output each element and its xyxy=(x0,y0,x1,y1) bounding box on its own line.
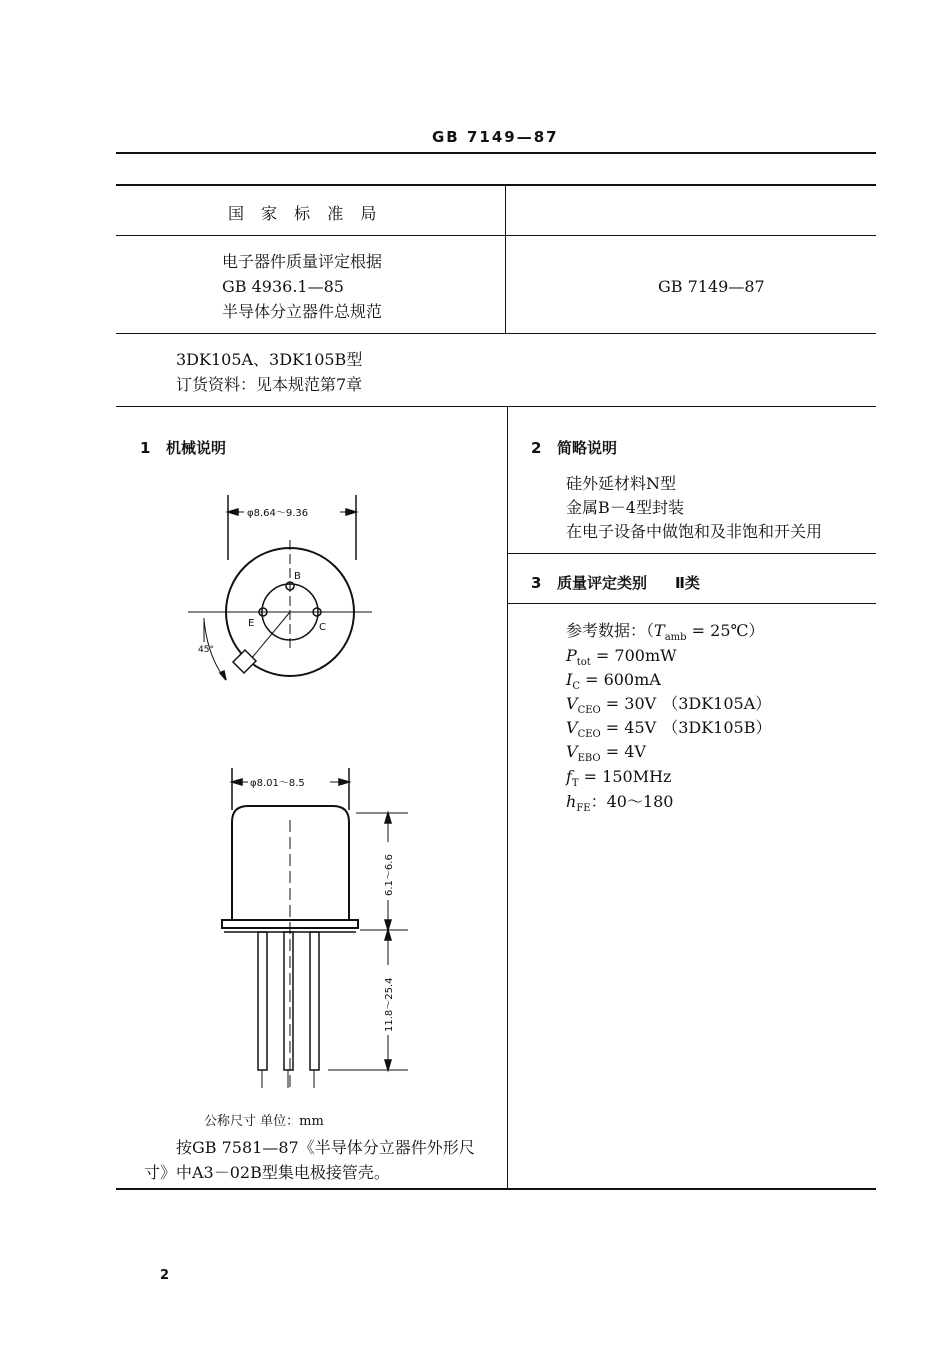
pin-b-label: B xyxy=(294,571,301,582)
bottom-rule xyxy=(116,1188,876,1190)
units-note: 公称尺寸 单位：mm xyxy=(204,1114,324,1129)
header-std-number: GB 7149—87 xyxy=(432,128,559,146)
header-rule xyxy=(116,152,876,154)
param-value: = 4V xyxy=(600,742,646,761)
reference-cond-open: （ xyxy=(646,621,655,640)
section2-title: 简略说明 xyxy=(557,439,618,457)
param-note: （3DK105A） xyxy=(662,694,772,713)
table-row-rule xyxy=(116,235,876,236)
section3-number: 3 xyxy=(531,574,542,592)
section1-number: 1 xyxy=(140,439,151,457)
brief-line-2: 金属B－4型封装 xyxy=(566,498,684,517)
section3-category: Ⅱ类 xyxy=(675,574,700,592)
section2-rule xyxy=(508,553,876,554)
mechanical-drawing xyxy=(116,460,506,1100)
note-line-1: 按GB 7581—87《半导体分立器件外形尺 xyxy=(176,1138,475,1157)
top-dim-label: φ8.64～9.36 xyxy=(247,508,309,519)
column-divider xyxy=(507,407,508,1189)
reference-heading xyxy=(566,621,764,648)
table-row-rule-3 xyxy=(116,406,876,407)
param-sub: T xyxy=(571,778,579,790)
param-symbol: P xyxy=(566,646,577,665)
height-arrow-top xyxy=(385,813,391,823)
height-dim-label: 6.1～6.6 xyxy=(384,854,395,896)
angle-label: 45° xyxy=(198,645,214,655)
lead-arrow-bottom xyxy=(385,1060,391,1070)
param-row xyxy=(566,742,646,769)
side-dim-label: φ8.01～8.5 xyxy=(250,778,305,789)
note-line-2: 寸》中A3－02B型集电极接管壳。 xyxy=(144,1163,390,1182)
section2-number: 2 xyxy=(531,439,542,457)
param-value: = 30V xyxy=(600,694,657,713)
basis-line-2: GB 4936.1—85 xyxy=(222,277,344,296)
side-dim-arrow-right xyxy=(339,779,349,785)
param-symbol: V xyxy=(566,718,578,737)
reference-cond-value: = 25℃） xyxy=(686,621,765,640)
lead-dim-label: 11.8～25.4 xyxy=(384,977,395,1032)
param-symbol: I xyxy=(566,670,573,689)
param-symbol: V xyxy=(566,742,578,761)
pin-e-label: E xyxy=(248,618,255,629)
param-row xyxy=(566,792,673,819)
reference-heading-label: 参考数据： xyxy=(566,621,647,640)
page-number: 2 xyxy=(160,1268,170,1283)
lead-1 xyxy=(258,932,267,1070)
ordering-line: 订货资料：见本规范第7章 xyxy=(176,375,363,394)
top-dim-arrow-right xyxy=(346,509,356,515)
top-dim-arrow-left xyxy=(228,509,238,515)
param-value: = 600mA xyxy=(579,670,661,689)
issuer: 国 家 标 准 局 xyxy=(228,204,383,223)
param-symbol: V xyxy=(566,694,578,713)
table-std-number: GB 7149—87 xyxy=(658,277,765,296)
side-dim-arrow-left xyxy=(232,779,242,785)
brief-line-1: 硅外延材料N型 xyxy=(566,474,677,493)
brief-line-3: 在电子设备中做饱和及非饱和开关用 xyxy=(566,522,823,541)
table-divider-top xyxy=(505,185,506,333)
table-top-rule xyxy=(116,184,876,186)
param-symbol: f xyxy=(566,767,572,786)
reference-cond-sub: amb xyxy=(664,632,687,644)
angle-arrow xyxy=(220,671,226,680)
lead-3 xyxy=(310,932,319,1070)
lead-2 xyxy=(284,932,293,1070)
param-value: = 150MHz xyxy=(578,767,672,786)
reference-cond-symbol: T xyxy=(654,621,665,640)
param-value: ：40～180 xyxy=(590,792,674,811)
param-value: = 700mW xyxy=(590,646,677,665)
param-sub: CEO xyxy=(577,729,601,741)
param-symbol: h xyxy=(566,792,577,811)
section3-rule xyxy=(508,603,876,604)
basis-line-3: 半导体分立器件总规范 xyxy=(222,302,383,321)
param-sub: FE xyxy=(576,803,591,815)
pin-c-label: C xyxy=(319,622,326,633)
param-sub: C xyxy=(572,681,580,693)
basis-line-1: 电子器件质量评定根据 xyxy=(222,252,383,271)
section1-title: 机械说明 xyxy=(166,439,227,457)
model-line: 3DK105A、3DK105B型 xyxy=(176,350,363,369)
table-row-rule-2 xyxy=(116,333,876,334)
param-sub: tot xyxy=(576,657,591,669)
param-sub: CEO xyxy=(577,705,601,717)
lead-arrow-top xyxy=(385,930,391,940)
param-value: = 45V xyxy=(600,718,657,737)
section3-title: 质量评定类别 xyxy=(557,574,648,592)
param-sub: EBO xyxy=(577,753,601,765)
param-note: （3DK105B） xyxy=(662,718,772,737)
tab-outline xyxy=(233,650,256,673)
param-row xyxy=(566,767,671,794)
